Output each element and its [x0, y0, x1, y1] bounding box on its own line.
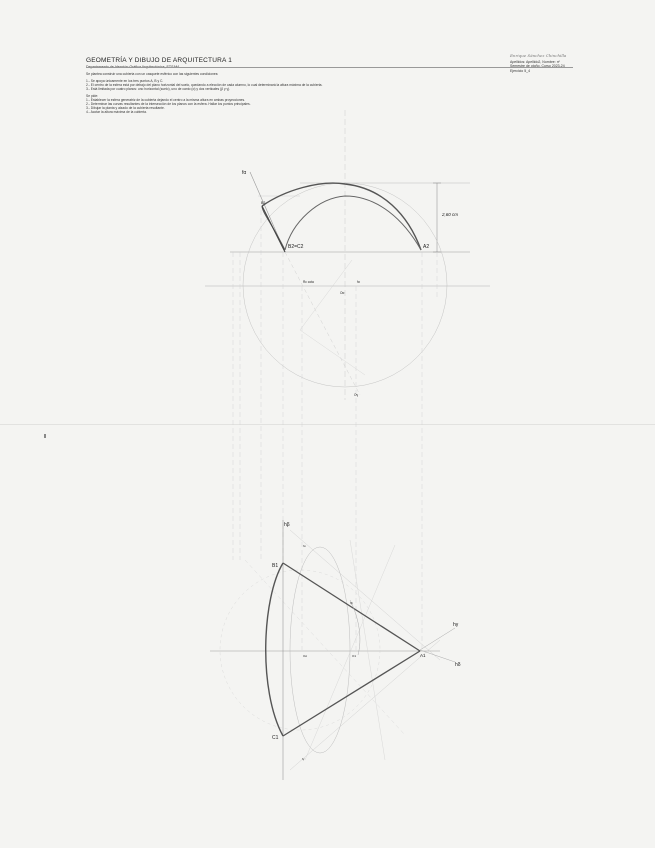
label-a2: A2	[423, 244, 430, 250]
trace-h-beta-ext	[420, 628, 455, 650]
plan-edge-c-a	[283, 651, 420, 736]
label-o-alpha-plan: Oα	[303, 654, 308, 658]
label-c1: C1	[272, 735, 279, 741]
label-height: 2,60 cm	[442, 212, 459, 217]
signature: Enrique Sánchez Chinchilla	[510, 53, 567, 58]
department-name: Departamento de Ideación Gráfica Arquitectónica, ETSAM	[86, 65, 179, 69]
plan-arc-outline	[266, 563, 283, 736]
dome-inner-arc	[285, 196, 421, 250]
label-rc-cota: Rc cota	[303, 280, 314, 284]
label-h-gamma: hγ	[453, 622, 459, 628]
course-title: GEOMETRÍA Y DIBUJO DE ARQUITECTURA 1	[86, 57, 233, 64]
ask-label: Se pide:	[86, 94, 99, 98]
ask-3: 3.- Dibujar la planta y alzado de la cubierta resultante.	[86, 106, 165, 110]
exercise-number: Ejercicio 5_4	[510, 68, 531, 73]
ask-2: 2.- Determinar las curvas resultantes de la intersección de los planos con la esfera. Hallar los puntos principales.	[86, 102, 251, 106]
label-b2: B2	[261, 201, 266, 205]
plan-edge-b-a	[283, 563, 420, 651]
label-h-delta: hδ	[455, 662, 461, 668]
ask-4: 4.- Acotar la altura máxima de la cubierta.	[86, 110, 147, 114]
section-ellipse	[290, 547, 350, 753]
plan-view	[210, 520, 461, 780]
dome-outer-arc	[262, 183, 421, 250]
label-o-gamma: Oγ	[354, 393, 359, 397]
label-o1-plan: O1	[352, 654, 357, 658]
ask-1: 1.- Establecer la esfera generatriz de la cubierta dejando el centro a la misma altura en ambas proyecciones.	[86, 98, 246, 102]
condition-3: 3.- Está limitada por cuatro planos: uno horizontal (suelo), uno de canto (α) y dos verticales (β y γ).	[86, 87, 231, 91]
elevation-view	[205, 110, 490, 650]
label-a1: A1	[420, 653, 426, 658]
label-f-gamma-plan: fγ	[302, 757, 305, 761]
label-f-beta-plan: fβ	[350, 601, 353, 605]
semester: Semestre de otoño. Curso 2023-24	[510, 64, 565, 69]
label-f-alpha-plan: fα	[303, 544, 306, 548]
label-b1: B1	[272, 563, 279, 569]
label-f-alpha-axis: fα	[357, 280, 360, 284]
label-f-alpha: fα	[242, 170, 247, 176]
statement-intro: Se plantea construir una cubierta con un casquete esférico con las siguientes condiciones:	[86, 72, 219, 76]
label-o-alpha: Oα	[340, 291, 345, 295]
label-h-alpha: hβ	[284, 522, 290, 528]
condition-1: 1.- Se apoya únicamente en los tres puntos A, B y C.	[86, 79, 164, 83]
student-name: Apellidos: Apellido2, Nombre: nº	[510, 60, 560, 64]
condition-2: 2.- El centro de la esfera está por debajo del plano horizontal del suelo, quedando a elección de cada alumno, lo cual determinará la altura máxima de la cubierta.	[86, 83, 323, 87]
label-b2-c2: B2=C2	[288, 244, 304, 250]
